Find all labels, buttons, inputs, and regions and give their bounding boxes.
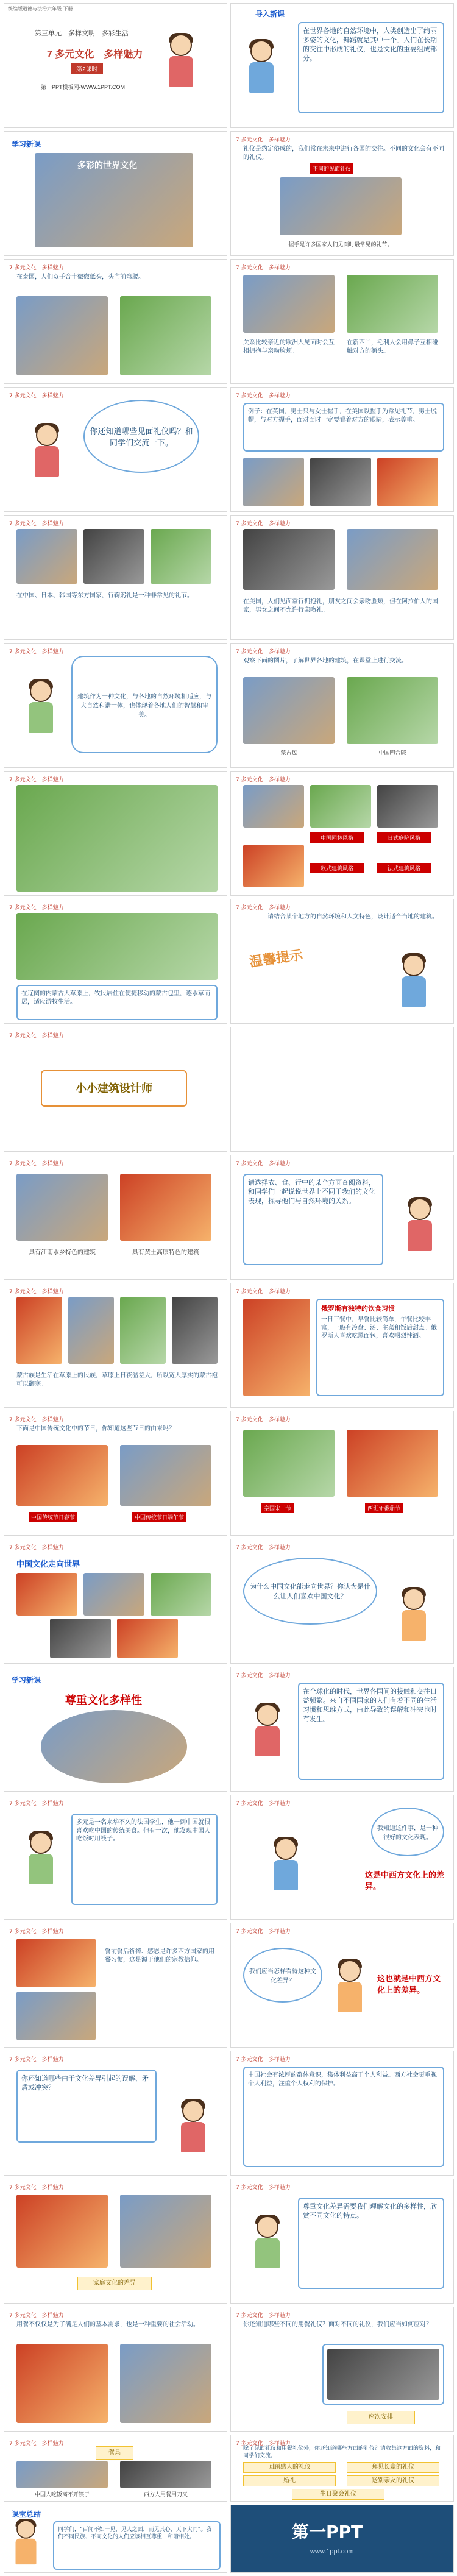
greeting-tag: 不同的见面礼仪 <box>310 163 353 174</box>
style-photo-3 <box>377 785 438 828</box>
chopsticks-caption: 中国人吃饭离不开筷子 <box>34 2491 90 2497</box>
slide-architect-title <box>4 1027 227 1152</box>
russia-food-photo <box>243 1299 310 1396</box>
french-student-text-box <box>71 1814 218 1905</box>
how-to-view-red-text: 这也就是中西方文化上的差异。 <box>377 1974 441 1995</box>
inner-mongolia-text-box <box>16 985 218 1020</box>
slide-hdr: 7 多元文化 多样魅力 <box>236 905 291 911</box>
hint-label: 温馨提示 <box>248 946 304 970</box>
girl-illustration <box>10 2520 41 2567</box>
china-culture-title: 中国文化走向世界 <box>16 1559 80 1569</box>
slide-hdr: 7 多元文化 多样魅力 <box>9 905 64 911</box>
cover-kid-illustration <box>163 34 199 89</box>
intro-text: 在世界各地的自然环境中，人类创造出了绚丽多姿的文化，舞蹈就是其中一个。人们在长期的交往中形成的礼仪，也是文化的重要组成部分。 <box>303 27 437 62</box>
respect-title: 尊重文化多样性 <box>65 1694 142 1706</box>
britain-text-box <box>243 403 444 452</box>
slide-hdr: 7 多元文化 多样魅力 <box>236 1161 291 1167</box>
slide-brand <box>230 2505 454 2573</box>
greeting-text: 礼仪是约定俗成的，我们常在未来中进行各国的交往。不同的文化会有不同的礼仪。 <box>243 146 444 161</box>
dining-photo-1 <box>16 2344 108 2423</box>
slide-hdr: 7 多元文化 多样魅力 <box>236 521 291 527</box>
meal-photo-2 <box>16 1992 96 2040</box>
slide-respect-difference <box>230 2179 454 2304</box>
maori-text: 在新西兰，毛利人会用鼻子互相碰触对方的额头。 <box>347 339 438 355</box>
thailand-photo-1 <box>16 296 108 375</box>
slide-hdr: 7 多元文化 多样魅力 <box>9 777 64 783</box>
question-bubble: 你还知道哪些见面礼仪吗？和同学们交流一下。 <box>83 400 199 473</box>
meal-photo-1 <box>16 1939 96 1987</box>
slide-hdr: 7 多元文化 多样魅力 <box>9 1417 64 1423</box>
student-illustration <box>23 1832 59 1887</box>
slide-french-student <box>4 1795 227 1920</box>
seating-label: 座次安排 <box>347 2411 415 2424</box>
research-text: 请选择衣、食、行中的某个方面查阅资料，和同学们一起说说世界上不同于我们的文化表现，探寻他们与自然环境的关系。 <box>248 1179 375 1205</box>
slide-blank-1 <box>230 1027 454 1152</box>
yurt-caption: 蒙古包 <box>280 750 297 756</box>
difference-red-text: 这是中西方文化上的差异。 <box>365 1870 445 1891</box>
mongolian-yurt-photo <box>243 677 335 744</box>
jiangnan-caption: 具有江南水乡特色的建筑 <box>29 1249 96 1256</box>
slide-hdr: 7 多元文化 多样魅力 <box>236 1417 291 1423</box>
world-buildings-text: 观察下面的图片，了解世界各地的建筑，在课堂上进行交流。 <box>243 658 408 664</box>
slide-other-etiquette <box>230 2435 454 2502</box>
britain-text: 例子：在英国，男士只与女士握手，在美国以握手为常见礼节，男士脱帽，与对方握手，面对面时一定要看着对方的眼睛，表示尊重。 <box>248 408 437 424</box>
slide-grassland <box>4 771 227 896</box>
slide-hdr: 7 多元文化 多样魅力 <box>9 393 64 399</box>
seating-photo <box>327 2349 439 2400</box>
slide-group-consciousness <box>230 2051 454 2176</box>
russia-title: 俄罗斯有独特的饮食习惯 <box>321 1305 395 1313</box>
etiquette-option-2: 拜见长辈的礼仪 <box>347 2462 439 2473</box>
tableware-label: 餐具 <box>96 2446 133 2460</box>
slide-hdr: 7 多元文化 多样魅力 <box>9 1161 64 1167</box>
slide-learn-new <box>4 131 227 256</box>
group-text: 中国社会有浓厚的群体意识，集体利益高于个人利益。西方社会更重视个人利益，注重个人权利的保护。 <box>248 2072 437 2087</box>
slide-architecture <box>4 643 227 768</box>
architecture-bubble: 建筑作为一种文化，与各地的自然环境相适应，与大自然和谐一体，也体现着各地人们的智慧和审美。 <box>71 656 218 753</box>
learn-new-tag: 学习新课 <box>12 140 41 149</box>
slide-hdr: 7 多元文化 多样魅力 <box>236 2441 291 2447</box>
slide-hdr: 7 多元文化 多样魅力 <box>9 265 64 271</box>
girl-illustration <box>395 1588 432 1643</box>
textbook-label: 统编版道德与法治六年级 下册 <box>8 6 73 12</box>
europe-text: 关系比较亲近的欧洲人见面时会互相拥抱与亲吻脸颊。 <box>243 339 335 355</box>
slide-globalization <box>230 1667 454 1792</box>
china-culture-photo-3 <box>151 1573 211 1616</box>
design-task-text: 请结合某个地方的自然环境和人文特色，设计适合当地的建筑。 <box>267 914 438 920</box>
boy-illustration <box>175 2100 211 2155</box>
world-culture-photo-title: 多彩的世界文化 <box>77 160 137 170</box>
festival-photo-3 <box>243 1430 335 1497</box>
slide-festivals <box>4 1411 227 1536</box>
costume-photo-3 <box>120 1297 166 1364</box>
style-photo-1 <box>243 785 304 828</box>
slide-hdr: 7 多元文化 多样魅力 <box>9 1929 64 1935</box>
slide-prayer <box>4 1923 227 2048</box>
dining-photo-2 <box>120 2344 211 2423</box>
festival-tag-1: 中国传统节日春节 <box>29 1512 77 1522</box>
slide-russia-food <box>230 1283 454 1408</box>
slide-hdr: 7 多元文化 多样魅力 <box>236 393 291 399</box>
festivals-text: 下面是中国传统文化中的节日，你知道这些节日的由来吗？ <box>16 1425 175 1432</box>
slide-family-culture <box>4 2179 227 2304</box>
difference-bubble: 我知道这件事，是一种很好的文化表现。 <box>371 1808 444 1856</box>
slide-hdr: 7 多元文化 多样魅力 <box>236 649 291 655</box>
style-tag-4: 法式建筑风格 <box>377 863 431 873</box>
costume-photo-4 <box>172 1297 218 1364</box>
etiquette-option-3: 婚礼 <box>243 2475 336 2486</box>
architect-title: 小小建筑设计师 <box>76 1082 152 1095</box>
slide-question-greetings <box>4 387 227 512</box>
boy-illustration <box>267 1838 304 1893</box>
usa-photo-1 <box>243 529 335 590</box>
thailand-text: 在泰国，人们双手合十微微低头，头向前弯腰。 <box>16 274 144 280</box>
maori-photo <box>347 275 438 333</box>
china-culture-photo-4 <box>50 1619 111 1658</box>
slide-hdr: 7 多元文化 多样魅力 <box>9 2057 64 2063</box>
intro-kid-illustration <box>243 40 280 95</box>
cover-unit: 第三单元 多样文明 多彩生活 <box>35 30 129 37</box>
globalization-text: 在全球化的时代，世界各国间的接触和交往日益频繁。来自不同国家的人们有着不同的生活习惯和思维方式，由此导致的误解和冲突也时有发生。 <box>303 1687 437 1723</box>
china-culture-photo-1 <box>16 1573 77 1616</box>
mongolian-robe-text: 蒙古族是生活在草原上的民族，草原上日夜温差大，所以宽大厚实的蒙古袍可以御寒。 <box>16 1372 218 1388</box>
slide-design-task <box>230 899 454 1024</box>
slide-respect-diversity <box>4 1667 227 1792</box>
chopsticks-photo <box>16 2461 108 2488</box>
slide-thailand <box>4 259 227 384</box>
girl-illustration <box>331 1960 368 2015</box>
family-photo-1 <box>16 2195 108 2268</box>
dining-etiquette-text: 你还知道哪些不同的用餐礼仪？面对不同的礼仪，我们应当如何应对？ <box>243 2321 432 2328</box>
slide-cover <box>4 3 227 128</box>
family-culture-label: 家庭文化的差异 <box>77 2277 152 2290</box>
architect-title-box <box>41 1070 187 1107</box>
slide-difference-reply <box>230 1795 454 1920</box>
bow-photo-3 <box>151 529 211 584</box>
cover-period: 第2课时 <box>71 63 103 74</box>
intro-text-box <box>298 22 444 113</box>
slide-china-culture-question <box>230 1539 454 1664</box>
respect-difference-text: 尊重文化差异需要我们理解文化的多样性，欣赏不同文化的特点。 <box>303 2202 437 2219</box>
britain-photo-2 <box>310 458 371 506</box>
britain-photo-1 <box>243 458 304 506</box>
research-text-box <box>243 1174 383 1265</box>
slide-hdr: 7 多元文化 多样魅力 <box>9 649 64 655</box>
slide-china-culture-world <box>4 1539 227 1664</box>
how-to-view-bubble: 我们应当怎样看待这种文化差异？ <box>243 1948 322 2003</box>
respect-difference-text-box <box>298 2198 444 2289</box>
slide-hdr: 7 多元文化 多样魅力 <box>9 1801 64 1807</box>
dining-etiquette-box <box>322 2344 444 2405</box>
cover-lesson: 7 多元文化 多样魅力 <box>47 49 143 60</box>
style-photo-4 <box>243 845 304 887</box>
girl-illustration <box>249 2216 286 2271</box>
slide-hdr: 7 多元文化 多样魅力 <box>236 2313 291 2319</box>
slide-hdr: 7 多元文化 多样魅力 <box>236 137 291 143</box>
siheyuan-photo <box>347 677 438 744</box>
style-tag-2: 日式庭院风格 <box>377 832 431 843</box>
festival-tag-2: 中国传统节日端午节 <box>132 1512 186 1522</box>
boy-illustration <box>402 1198 438 1253</box>
slide-greeting-etiquette <box>230 131 454 256</box>
misunderstanding-text: 你还知道哪些由于文化差异引起的误解、矛盾或冲突？ <box>21 2074 149 2092</box>
grassland-photo <box>16 785 218 892</box>
other-etiquette-text: 除了见面礼仪和用餐礼仪外，你还知道哪些方面的礼仪？请收集这方面的资料，和同学们交流。 <box>243 2446 441 2460</box>
boy-illustration <box>249 1704 286 1759</box>
slide-festivals-2 <box>230 1411 454 1536</box>
inner-mongolia-photo <box>16 913 218 980</box>
prayer-text: 餐前餐后祈祷、感恩是许多西方国家的用餐习惯，这是源于他们的宗教信仰。 <box>105 1948 214 1964</box>
etiquette-option-5: 生日聚会礼仪 <box>292 2489 384 2500</box>
dining-text: 用餐不仅仅是为了满足人们的基本需求，也是一种重要的社会活动。 <box>16 2321 199 2328</box>
slide-tableware <box>4 2435 227 2502</box>
slide-hdr: 7 多元文化 多样魅力 <box>236 1801 291 1807</box>
group-text-box <box>243 2067 444 2167</box>
slide-hdr: 7 多元文化 多样魅力 <box>236 2185 291 2191</box>
world-map-illustration <box>41 1710 187 1783</box>
thailand-photo-2 <box>120 296 211 375</box>
costume-photo-1 <box>16 1297 62 1364</box>
europe-photo <box>243 275 335 333</box>
slide-hdr: 7 多元文化 多样魅力 <box>236 1673 291 1679</box>
usa-caption: 在美国，人们见面常行拥抱礼，朋友之间会亲吻脸颊，但在阿拉伯人的国家，男女之间不允许行亲吻礼。 <box>243 598 438 614</box>
style-tag-1: 中国园林风格 <box>310 832 364 843</box>
slide-mongolian-robe <box>4 1283 227 1408</box>
etiquette-option-4: 送别亲友的礼仪 <box>347 2475 439 2486</box>
slide-dining-etiquette <box>230 2307 454 2432</box>
loess-caption: 具有黄土高原特色的建筑 <box>132 1249 199 1256</box>
festival-photo-2 <box>120 1445 211 1506</box>
cover-brand: 第一PPT模板网-WWW.1PPT.COM <box>41 84 125 90</box>
china-culture-photo-2 <box>83 1573 144 1616</box>
handshake-caption: 握手是许多国家人们见面时最常见的礼节。 <box>288 241 393 247</box>
girl-illustration <box>23 680 59 735</box>
slide-intro <box>230 3 454 128</box>
knife-fork-caption: 西方人用餐用刀叉 <box>143 2491 188 2497</box>
slide-hdr: 7 多元文化 多样魅力 <box>9 1033 64 1039</box>
family-photo-2 <box>120 2195 211 2268</box>
slide-hdr: 7 多元文化 多样魅力 <box>9 1289 64 1295</box>
china-culture-photo-5 <box>117 1619 178 1658</box>
festival-tag-4: 西班牙番茄节 <box>365 1503 403 1513</box>
respect-tag: 学习新课 <box>12 1676 41 1684</box>
festival-photo-1 <box>16 1445 108 1506</box>
slide-building-styles <box>230 771 454 896</box>
slide-hdr: 7 多元文化 多样魅力 <box>236 777 291 783</box>
slide-bow <box>4 515 227 640</box>
slide-hdr: 7 多元文化 多样魅力 <box>9 521 64 527</box>
festival-photo-4 <box>347 1430 438 1497</box>
festival-tag-3: 泰国宋干节 <box>261 1503 294 1513</box>
russia-text: 一日三餐中，早餐比较简单，午餐比较丰富，一般有冷盘、汤、主菜和饭后甜点。俄罗斯人喜欢吃黑面包，喜欢喝烈性酒。 <box>321 1316 437 1339</box>
globalization-text-box <box>298 1683 444 1780</box>
boy-illustration <box>29 424 65 479</box>
slide-dining <box>4 2307 227 2432</box>
intro-tag: 导入新课 <box>255 10 285 18</box>
slide-world-buildings <box>230 643 454 768</box>
knife-fork-photo <box>120 2461 211 2488</box>
russia-text-box <box>316 1299 444 1396</box>
jiangnan-photo <box>16 1174 108 1241</box>
bow-photo-2 <box>83 529 144 584</box>
slide-europe-newzealand <box>230 259 454 384</box>
slide-hdr: 7 多元文化 多样魅力 <box>236 1289 291 1295</box>
slide-britain-example <box>230 387 454 512</box>
summary-text: 同学们，“百闻不如一见，见人之面，而见其心，天下大同”。我们不同民族、不同文化的人们应该相互尊重，和谐相处。 <box>58 2527 212 2541</box>
brand-url: www.1ppt.com <box>310 2548 354 2555</box>
slide-misunderstanding <box>4 2051 227 2176</box>
brand-logo: 第一PPT <box>292 2522 363 2542</box>
slide-hdr: 7 多元文化 多样魅力 <box>9 2185 64 2191</box>
style-tag-3: 欧式建筑风格 <box>310 863 364 873</box>
slide-research-task <box>230 1155 454 1280</box>
bow-photo-1 <box>16 529 77 584</box>
slide-usa <box>230 515 454 640</box>
slide-hdr: 7 多元文化 多样魅力 <box>236 265 291 271</box>
summary-tag: 课堂总结 <box>12 2510 41 2519</box>
slide-inner-mongolia <box>4 899 227 1024</box>
slide-hdr: 7 多元文化 多样魅力 <box>9 1545 64 1551</box>
inner-mongolia-text: 在辽阔的内蒙古大草原上，牧民居住在便捷移动的蒙古包里，逐水草而居，适应游牧生活。 <box>21 990 210 1006</box>
slide-hdr: 7 多元文化 多样魅力 <box>236 2057 291 2063</box>
costume-photo-2 <box>68 1297 114 1364</box>
slide-summary <box>4 2505 227 2573</box>
slide-how-to-view <box>230 1923 454 2048</box>
usa-photo-2 <box>347 529 438 590</box>
bow-text: 在中国、日本、韩国等东方国家，行鞠躬礼是一种非常见的礼节。 <box>16 592 193 599</box>
loess-photo <box>120 1174 211 1241</box>
china-culture-bubble: 为什么中国文化能走向世界？你认为是什么让人们喜欢中国文化？ <box>243 1558 377 1625</box>
slide-hdr: 7 多元文化 多样魅力 <box>9 2313 64 2319</box>
boy-illustration <box>395 954 432 1009</box>
slide-hdr: 7 多元文化 多样魅力 <box>236 1545 291 1551</box>
slide-regional-buildings <box>4 1155 227 1280</box>
slide-hdr: 7 多元文化 多样魅力 <box>9 2441 64 2447</box>
summary-text-box <box>53 2521 221 2570</box>
etiquette-option-1: 回顾感人的礼仪 <box>243 2462 336 2473</box>
britain-photo-3 <box>377 458 438 506</box>
siheyuan-caption: 中国四合院 <box>378 750 406 756</box>
french-student-text: 多元是一名来华不久的法国学生，他一到中国就很喜欢吃中国的传统美食。但有一次，他发现中国人吃饭时用筷子。 <box>76 1819 210 1842</box>
handshake-photo <box>280 177 402 235</box>
slide-hdr: 7 多元文化 多样魅力 <box>236 1929 291 1935</box>
style-photo-2 <box>310 785 371 828</box>
misunderstanding-text-box <box>16 2070 157 2143</box>
